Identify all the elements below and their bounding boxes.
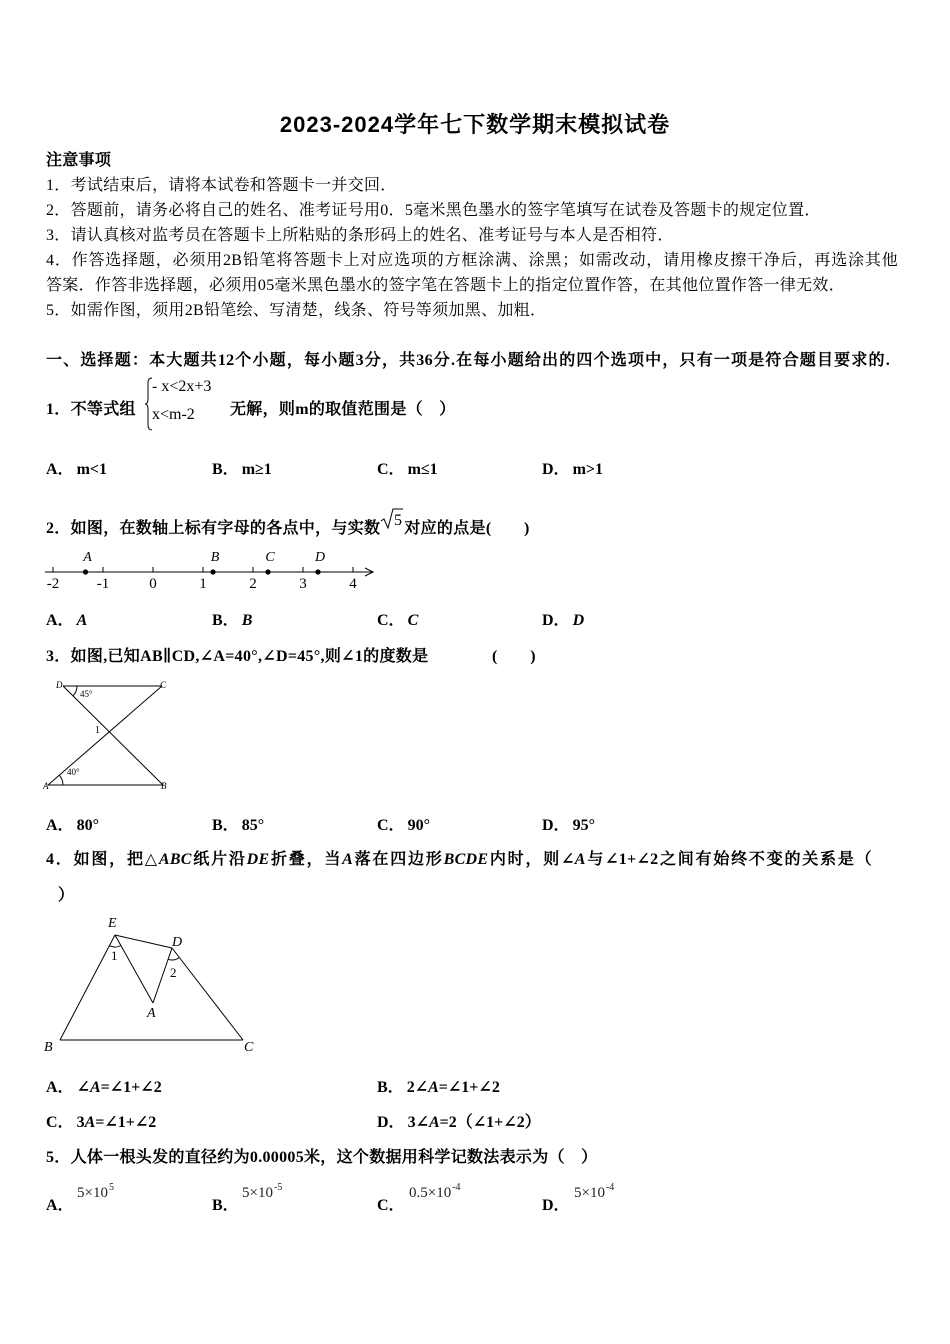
label-d: D [172,935,183,950]
point-label-a: A [83,550,92,565]
label-a: A [147,1006,156,1021]
option-text: 80° [76,817,99,834]
angle-1-label: 1 [111,948,118,963]
notice-heading: 注意事项 [46,152,112,169]
radicand: 5 [394,512,403,529]
q4-stem-part: A [342,851,354,868]
label-a: A [43,781,49,791]
notice-line-3: 3．请认真核对监考员在答题卡上所粘贴的条形码上的姓名、准考证号与本人是否相符． [46,227,674,244]
option-part: 2∠ [406,1079,429,1096]
q2-stem-after: 对应的点是( ) [404,520,530,537]
segment-be [60,935,115,1040]
point-d [315,569,320,574]
option-part: ∠ [76,1079,90,1096]
q3-option-b [212,816,264,836]
option-text: B [241,612,253,629]
point-label-b: B [210,550,220,565]
point-c [265,569,270,574]
angle-2-label: 2 [170,965,177,980]
option-part: A [428,1114,440,1131]
option-part: =∠1+∠2 [438,1079,500,1096]
q2-option-b [212,611,252,631]
option-text: 95° [572,817,595,834]
q2-stem-before: 2．如图，在数轴上标有字母的各点中，与实数 [46,520,381,537]
label-b: B [161,781,167,791]
segment-ed [115,935,172,948]
option-label: A． [46,817,74,834]
q5-option-d-label: D． [542,1197,570,1214]
option-part: =2（∠1+∠2） [439,1114,541,1131]
q4-stem [46,850,872,870]
q1-inequality-2: x<m-2 [152,406,195,423]
q4-figure [40,912,265,1060]
option-text [77,1114,157,1131]
option-label: D． [542,612,570,629]
option-label: B． [377,1079,404,1096]
q4-stem-part: 落在四边形 [353,851,444,868]
label-b: B [44,1040,53,1055]
option-label: D． [542,817,570,834]
tick-label: 3 [299,576,307,592]
angle-1-label: 1 [95,725,100,736]
sci-base: 5×10 [242,1185,273,1201]
option-text: 85° [241,817,265,834]
q4-stem-part: 纸片沿 [191,851,247,868]
q3-stem: 3．如图,已知AB∥CD,∠A=40°,∠D=45°,则∠1的度数是 [46,648,429,665]
q1-option-a [46,460,107,480]
option-text: m≥1 [241,461,272,478]
q5-stem: 5．人体一根头发的直径约为0.00005米，这个数据用科学记数法表示为（ ） [46,1149,598,1166]
option-label: C． [46,1114,74,1131]
option-label: C． [377,461,405,478]
tick-label: 2 [249,576,257,592]
sci-base: 5×10 [574,1185,605,1201]
q5-option-c-label: C． [377,1197,405,1214]
option-part: =∠1+∠2 [100,1079,162,1096]
option-text: C [407,612,419,629]
option-text: A [76,612,88,629]
tick-label: 0 [149,576,157,592]
q4-stem-part: ABC [158,851,192,868]
option-text [77,1079,162,1096]
option-part: A [84,1114,96,1131]
option-text: m<1 [76,461,108,478]
option-part: A [428,1079,439,1096]
option-part: =∠1+∠2 [95,1114,157,1131]
option-text: 90° [407,817,430,834]
q4-stem-continuation: ） [58,887,75,904]
q4-option-a [46,1078,162,1098]
sci-base: 5×10 [77,1185,108,1201]
option-label: B． [212,461,239,478]
segment-ca [48,686,162,785]
angle-a-label: 40° [67,767,80,777]
segment-dc [172,948,243,1040]
angle-2-arc [168,958,179,960]
option-label: A． [46,612,74,629]
tick-label: -1 [96,576,110,592]
option-text [408,1114,541,1131]
option-label: C． [377,817,405,834]
q4-stem-part: 与∠1+∠2之间有始终不变的关系是（ [585,851,872,868]
point-b [210,569,215,574]
option-part: A [89,1079,101,1096]
tick-label: -2 [46,576,60,592]
q3-option-c [377,816,430,836]
q4-stem-part: 内时，则∠ [488,851,575,868]
option-text: D [572,612,585,629]
option-label: D． [542,461,570,478]
section-heading: 一、选择题：本大题共12个小题，每小题3分，共36分.在每小题给出的四个选项中，只有一项是符合题目要求的. [46,352,890,369]
notice-line-2: 2．答题前，请务必将自己的姓名、准考证号用0．5毫米黑色墨水的签字笔填写在试卷及答题卡的规定位置． [46,202,821,219]
q4-stem-part: 折叠，当 [269,851,343,868]
q4-stem-part: 4．如图，把△ [46,851,159,868]
q4-stem-part: DE [246,851,270,868]
q4-option-d [377,1113,541,1133]
page-title: 2023-2024学年七下数学期末模拟试卷 [279,112,671,137]
q1-option-c [377,460,438,480]
q3-option-d [542,816,595,836]
notice-line-4: 4．作答选择题，必须用2B铅笔将答题卡上对应选项的方框涂满、涂黑；如需改动，请用橡皮擦干净后，再选涂其他 [46,252,898,269]
q5-option-b-value [242,1183,282,1203]
point-a [83,569,88,574]
q2-stem [46,507,530,539]
angle-d-arc [73,686,77,696]
q1-option-b [212,460,272,480]
angle-1-arc [109,946,121,948]
notice-line-4-cont: 答案．作答非选择题，必须用05毫米黑色墨水的签字笔在答题卡上的指定位置作答，在其他位置作答一律无效． [46,277,846,294]
point-label-c: C [265,550,275,565]
q4-option-c [46,1113,156,1133]
sci-exponent: -5 [273,1182,283,1193]
q5-option-b-label: B． [212,1197,239,1214]
q4-stem-part: BCDE [443,851,489,868]
option-label: D． [377,1114,405,1131]
q3-figure [40,678,175,793]
q2-option-c [377,611,418,631]
label-d: D [56,680,63,690]
option-label: C． [377,612,405,629]
sci-exponent: -4 [605,1182,615,1193]
sci-base: 0.5×10 [409,1185,452,1201]
q1-prefix: 1．不等式组 [46,401,136,418]
q5-option-a-label: A． [46,1197,74,1214]
q3-answer-paren: ( ) [492,648,536,665]
notice-line-5: 5．如需作图，须用2B铅笔绘、写清楚，线条、符号等须加黑、加粗． [46,302,547,319]
angle-a-arc [59,775,63,785]
option-part: 3∠ [407,1114,429,1131]
option-text [407,1079,500,1096]
option-label: B． [212,612,239,629]
angle-d-label: 45° [80,689,93,699]
label-c: C [244,1040,254,1055]
notice-line-1: 1．考试结束后，请将本试卷和答题卡一并交回． [46,177,397,194]
q4-stem-part: A [574,851,586,868]
tick-label: 1 [199,576,207,592]
sci-exponent: 5 [108,1182,114,1193]
tick-label: 4 [349,576,357,592]
q2-option-d [542,611,584,631]
option-text: m>1 [572,461,604,478]
number-line [40,545,385,595]
point-label-d: D [314,550,326,565]
q5-option-d-value [574,1183,614,1203]
q5-option-a-value [77,1183,114,1203]
option-text: m≤1 [407,461,438,478]
q4-option-b [377,1078,500,1098]
q1-suffix: 无解，则m的取值范围是（ ） [230,401,456,418]
q1-option-d [542,460,603,480]
q3-option-a [46,816,99,836]
q2-option-a [46,611,87,631]
q1-inequality-1: - x<2x+3 [152,378,212,395]
label-c: C [160,680,167,690]
option-part: 3 [76,1114,85,1131]
sqrt-five [380,507,404,531]
sci-exponent: -4 [452,1182,461,1193]
option-label: A． [46,461,74,478]
q5-option-c-value [409,1183,461,1203]
option-label: A． [46,1079,74,1096]
label-e: E [108,916,117,931]
option-label: B． [212,817,239,834]
